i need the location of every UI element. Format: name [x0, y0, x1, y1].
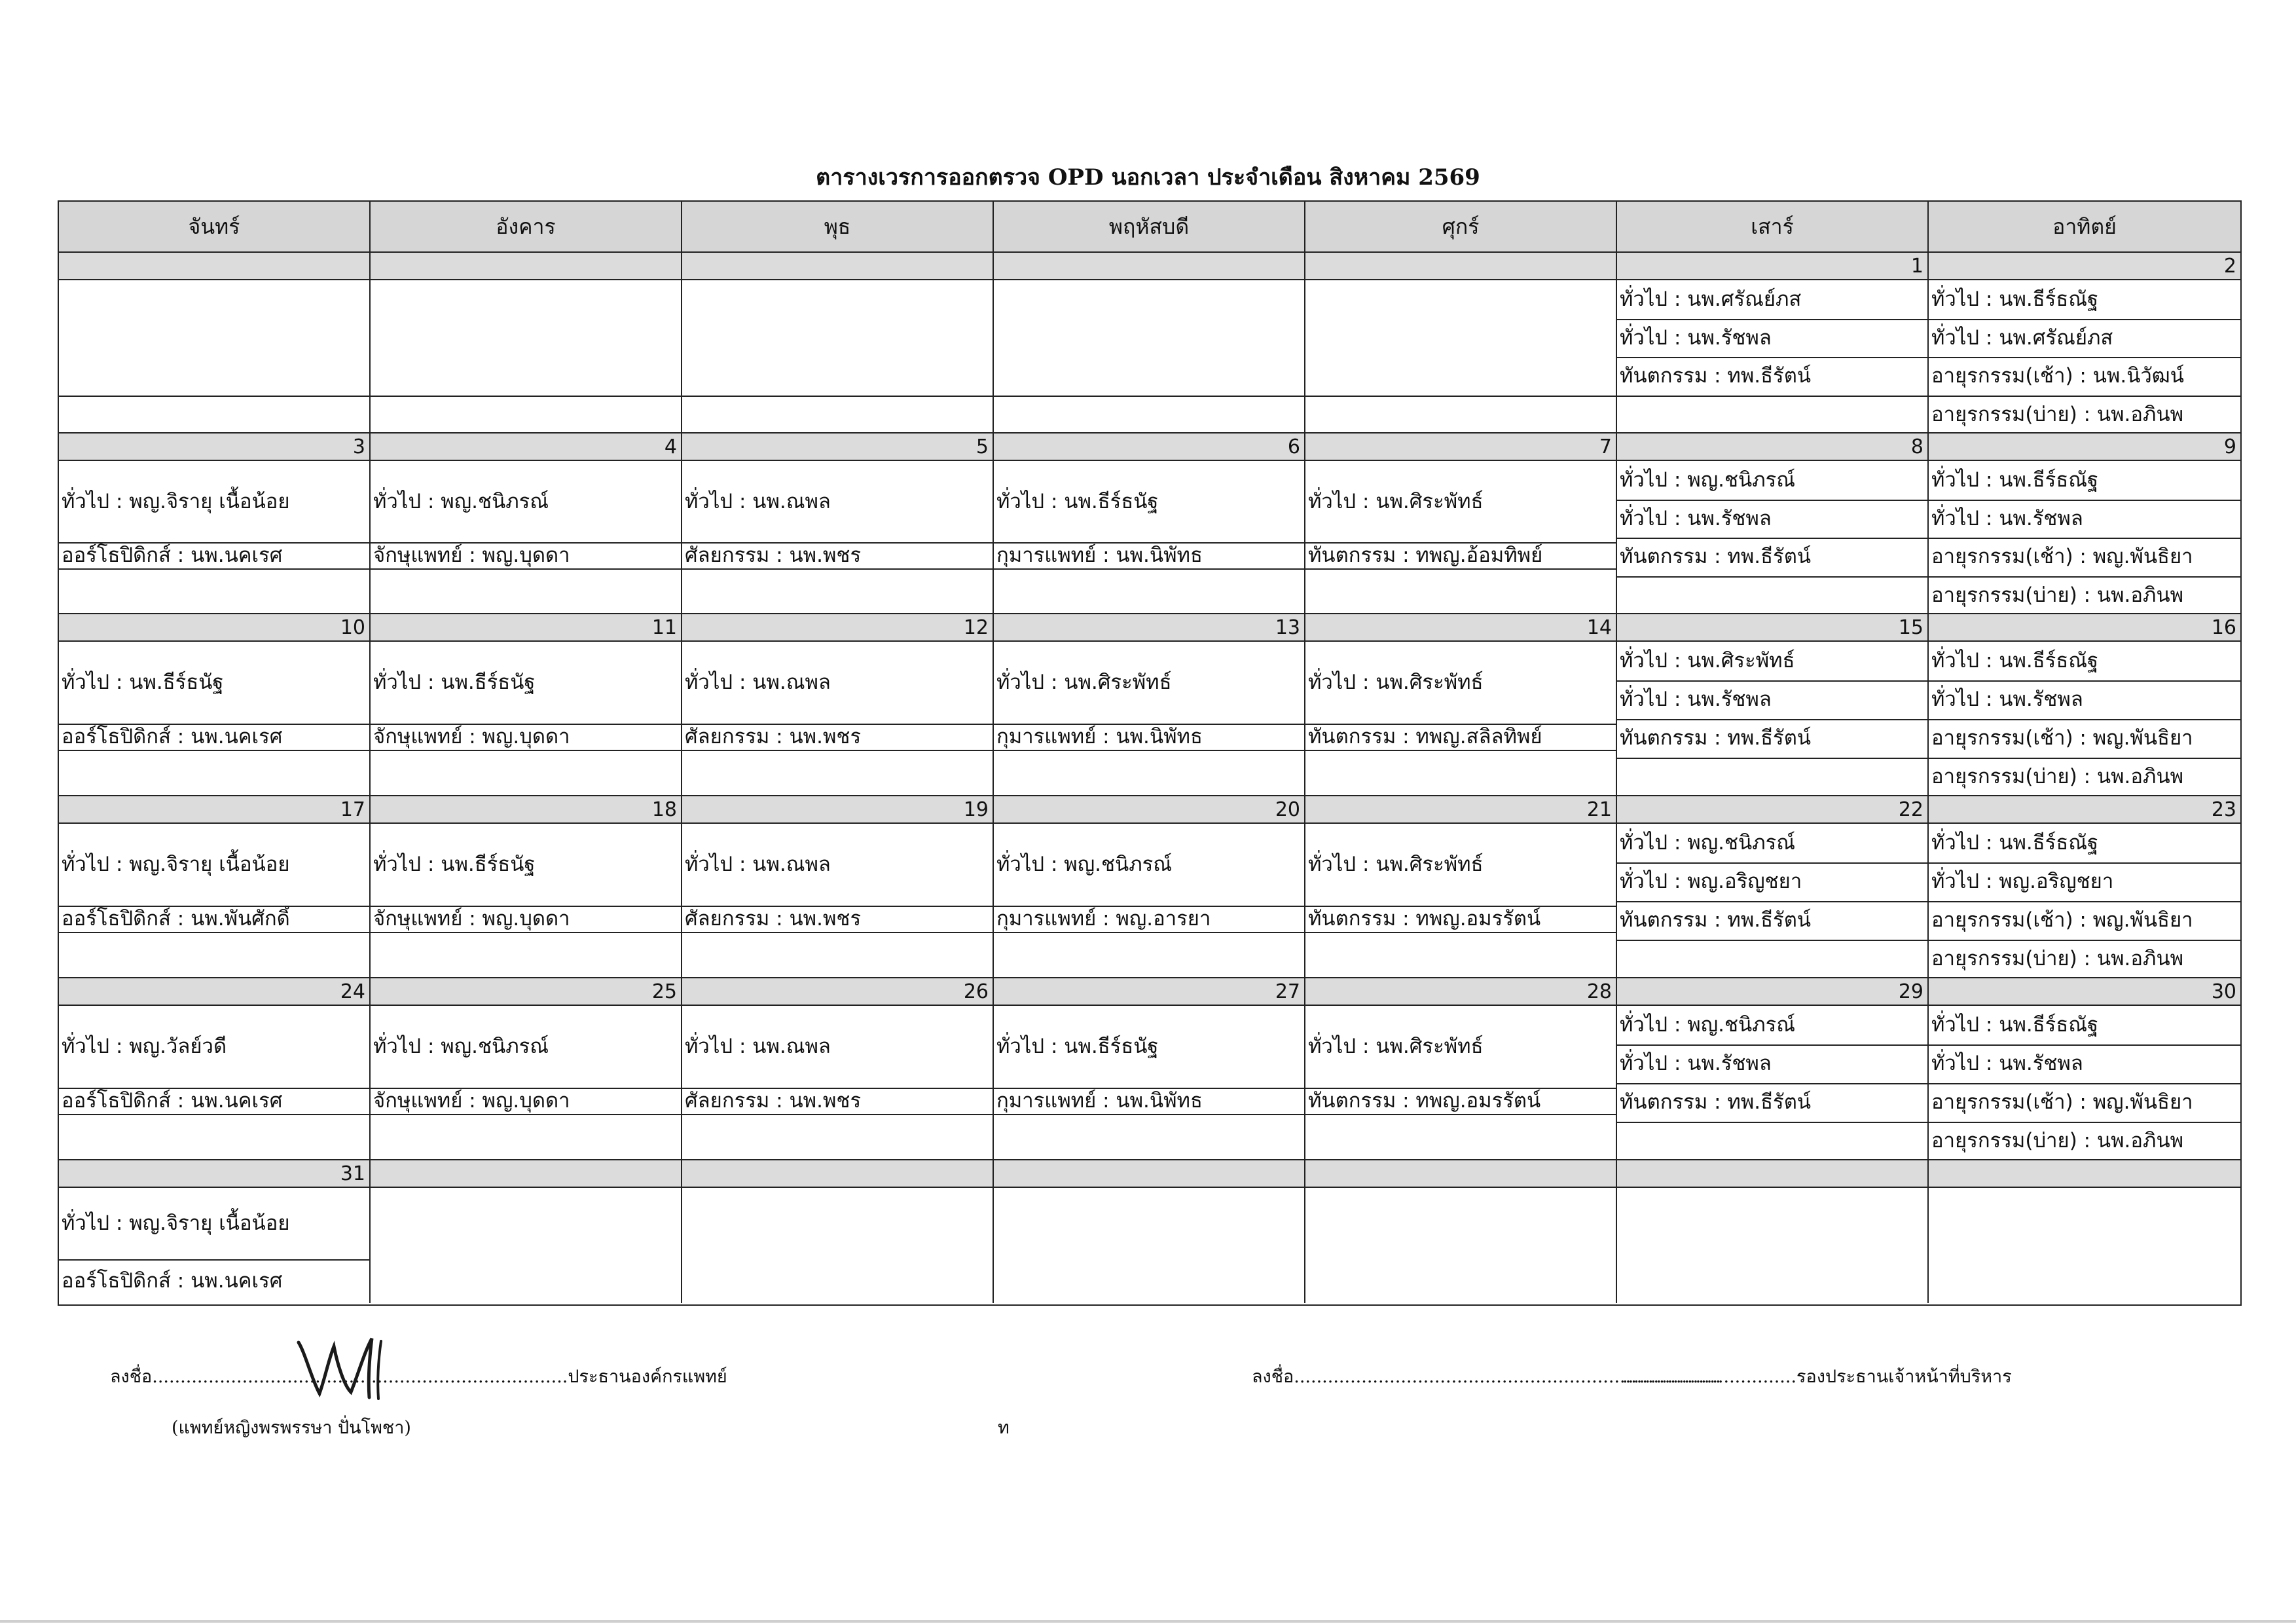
- shift-entry: อายุรกรรม(บ่าย) : นพ.อภินพ: [1931, 1129, 2184, 1153]
- cell-divider: [1929, 862, 2240, 864]
- shift-entry: ศัลยกรรม : นพ.พชร: [685, 1089, 862, 1113]
- page-title: ตารางเวรการออกตรวจ OPD นอกเวลา ประจำเดือน สิงหาคม 2569: [816, 164, 1480, 191]
- date-band: 24: [59, 978, 371, 1006]
- shift-entry: ทั่วไป : พญ.ชนิภรณ์: [1620, 831, 1796, 855]
- shift-entry: ทั่วไป : นพ.ศิระพัทธ์: [1620, 649, 1795, 673]
- shift-entry: ศัลยกรรม : นพ.พชร: [685, 907, 862, 931]
- shift-entry: ทั่วไป : นพ.รัชพล: [1620, 506, 1772, 530]
- shift-entry: อายุรกรรม(บ่าย) : นพ.อภินพ: [1931, 583, 2184, 607]
- shift-entry: อายุรกรรม(เช้า) : พญ.พันธิยา: [1931, 545, 2193, 568]
- day-cell: [1929, 461, 2240, 614]
- cell-divider: [1929, 538, 2240, 539]
- shift-entry: ทั่วไป : นพ.ณพล: [685, 490, 831, 513]
- cell-divider: [1305, 750, 1616, 751]
- day-cell: [59, 1006, 371, 1160]
- cell-divider: [371, 396, 681, 397]
- cell-divider: [59, 750, 369, 751]
- date-band: [994, 1160, 1305, 1188]
- cell-divider: [371, 932, 681, 933]
- cell-divider: [1617, 1044, 1927, 1046]
- day-cell: [682, 1006, 994, 1160]
- day-cell: [994, 280, 1305, 434]
- shift-entry: [1617, 396, 1927, 434]
- date-band: 21: [1305, 796, 1617, 824]
- right-signature-line: ลงชื่อ............................................................................: [1252, 1367, 1721, 1387]
- cell-divider: [1617, 1122, 1927, 1123]
- shift-entry: กุมารแพทย์ : นพ.นิพัทธ: [996, 725, 1203, 748]
- shift-entry: ทั่วไป : พญ.ชนิภรณ์: [996, 853, 1173, 876]
- date-band: [994, 253, 1305, 280]
- day-cell: [1617, 461, 1929, 614]
- cell-divider: [1305, 396, 1616, 397]
- shift-entry: ทั่วไป : พญ.จิรายุ เนื้อน้อย: [62, 853, 290, 876]
- shift-entry: ทั่วไป : นพ.ศิระพัทธ์: [1308, 1035, 1484, 1058]
- shift-entry: ทั่วไป : นพ.ณพล: [685, 671, 831, 694]
- shift-entry: ทั่วไป : นพ.ธีร์ธนัฐ: [996, 1035, 1159, 1058]
- cell-divider: [1617, 500, 1927, 501]
- shift-entry: ทั่วไป : พญ.ชนิภรณ์: [1620, 468, 1796, 492]
- day-cell: [994, 461, 1305, 614]
- date-band: 26: [682, 978, 994, 1006]
- day-header: อาทิตย์: [1929, 202, 2240, 253]
- date-band: 11: [371, 614, 682, 642]
- shift-entry: ทั่วไป : นพ.ธีร์ธนัฐ: [62, 671, 224, 694]
- shift-entry: ทั่วไป : นพ.ธีร์ธนัฐ: [373, 671, 536, 694]
- date-band: 28: [1305, 978, 1617, 1006]
- day-cell: [1617, 280, 1929, 434]
- day-cell: [994, 642, 1305, 796]
- shift-entry: ทันตกรรม : ทพญ.สลิลทิพย์: [1308, 725, 1542, 748]
- shift-entry: ออร์โธปิดิกส์ : นพ.นคเรศ: [62, 544, 283, 567]
- shift-entry: อายุรกรรม(เช้า) : พญ.พันธิยา: [1931, 908, 2193, 932]
- day-cell: [1617, 1188, 1929, 1303]
- day-header: เสาร์: [1617, 202, 1929, 253]
- shift-entry: อายุรกรรม(บ่าย) : นพ.อภินพ: [1931, 402, 2184, 426]
- shift-entry: ทั่วไป : นพ.ธีร์ธณัฐ: [1931, 287, 2099, 311]
- shift-entry: ศัลยกรรม : นพ.พชร: [685, 725, 862, 748]
- scan-edge: [0, 1620, 2296, 1623]
- cell-divider: [1929, 319, 2240, 320]
- shift-entry: ทั่วไป : นพ.รัชพล: [1620, 688, 1772, 711]
- shift-entry: อายุรกรรม(เช้า) : พญ.พันธิยา: [1931, 726, 2193, 750]
- date-band: 9: [1929, 434, 2240, 461]
- shift-entry: ทั่วไป : พญ.ชนิภรณ์: [373, 490, 549, 513]
- day-cell: [682, 1188, 994, 1303]
- day-cell: [371, 280, 682, 434]
- day-cell: [1305, 824, 1617, 978]
- shift-entry: ทั่วไป : นพ.รัชพล: [1931, 688, 2083, 711]
- date-band: 30: [1929, 978, 2240, 1006]
- cell-divider: [1929, 940, 2240, 941]
- shift-entry: ทั่วไป : นพ.ธีร์ธณัฐ: [1931, 649, 2099, 673]
- date-band: 10: [59, 614, 371, 642]
- right-signer-role: ...............................รองประธานเจ้าหน้าที่บริหาร: [1622, 1367, 2012, 1387]
- shift-entry: [1617, 1122, 1927, 1160]
- cell-divider: [682, 932, 993, 933]
- cell-divider: [1929, 719, 2240, 720]
- day-header: พุธ: [682, 202, 994, 253]
- cell-divider: [371, 750, 681, 751]
- date-band: 27: [994, 978, 1305, 1006]
- shift-entry: ทั่วไป : นพ.รัชพล: [1931, 506, 2083, 530]
- cell-divider: [994, 1114, 1304, 1115]
- date-band: 3: [59, 434, 371, 461]
- date-band: 25: [371, 978, 682, 1006]
- shift-entry: ทั่วไป : นพ.ศิระพัทธ์: [996, 671, 1172, 694]
- day-cell: [59, 461, 371, 614]
- date-band: 14: [1305, 614, 1617, 642]
- shift-entry: ทั่วไป : พญ.ชนิภรณ์: [1620, 1013, 1796, 1037]
- date-band: 6: [994, 434, 1305, 461]
- cell-divider: [1929, 357, 2240, 358]
- day-cell: [682, 280, 994, 434]
- date-band: 2: [1929, 253, 2240, 280]
- shift-entry: [1617, 576, 1927, 615]
- day-header: ศุกร์: [1305, 202, 1617, 253]
- shift-entry: ทั่วไป : นพ.ธีร์ธนัฐ: [996, 490, 1159, 513]
- date-band: [682, 1160, 994, 1188]
- date-band: [1305, 1160, 1617, 1188]
- shift-entry: ทั่วไป : นพ.ศรัณย์ภส: [1620, 287, 1802, 311]
- shift-entry: กุมารแพทย์ : นพ.นิพัทธ: [996, 544, 1203, 567]
- shift-entry: ออร์โธปิดิกส์ : นพ.นคเรศ: [62, 1089, 283, 1113]
- date-band: 23: [1929, 796, 2240, 824]
- cell-divider: [994, 750, 1304, 751]
- date-band: 13: [994, 614, 1305, 642]
- shift-entry: ทันตกรรม : ทพญ.อ้อมทิพย์: [1308, 544, 1543, 567]
- shift-entry: [1617, 940, 1927, 978]
- shift-entry: อายุรกรรม(เช้า) : พญ.พันธิยา: [1931, 1090, 2193, 1114]
- cell-divider: [682, 750, 993, 751]
- day-cell: [1929, 642, 2240, 796]
- date-band: 15: [1617, 614, 1929, 642]
- cell-divider: [1617, 940, 1927, 941]
- cell-divider: [371, 568, 681, 570]
- date-band: 5: [682, 434, 994, 461]
- shift-entry: ทั่วไป : นพ.รัชพล: [1620, 325, 1772, 350]
- date-band: [682, 253, 994, 280]
- shift-entry: ทั่วไป : นพ.ศิระพัทธ์: [1308, 853, 1484, 876]
- cell-divider: [1929, 1044, 2240, 1046]
- shift-entry: จักษุแพทย์ : พญ.บุดดา: [373, 544, 570, 567]
- cell-divider: [1617, 680, 1927, 682]
- shift-entry: ทันตกรรม : ทพญ.อมรรัตน์: [1308, 907, 1541, 931]
- date-band: 29: [1617, 978, 1929, 1006]
- cell-divider: [1617, 396, 1927, 397]
- day-cell: [59, 642, 371, 796]
- cell-divider: [1617, 319, 1927, 320]
- shift-entry: ทั่วไป : พญ.จิรายุ เนื้อน้อย: [62, 1211, 290, 1235]
- shift-entry: อายุรกรรม(บ่าย) : นพ.อภินพ: [1931, 765, 2184, 788]
- cell-divider: [994, 396, 1304, 397]
- cell-divider: [1305, 1114, 1616, 1115]
- shift-entry: ทั่วไป : พญ.วัลย์วดี: [62, 1035, 227, 1058]
- day-cell: [1617, 1006, 1929, 1160]
- day-header: อังคาร: [371, 202, 682, 253]
- date-band: [1305, 253, 1617, 280]
- date-band: [371, 253, 682, 280]
- day-cell: [1929, 824, 2240, 978]
- cell-divider: [59, 1114, 369, 1115]
- cell-divider: [1929, 1122, 2240, 1123]
- shift-entry: ออร์โธปิดิกส์ : นพ.นคเรศ: [62, 1269, 283, 1293]
- date-band: 4: [371, 434, 682, 461]
- date-band: 8: [1617, 434, 1929, 461]
- shift-entry: กุมารแพทย์ : พญ.อารยา: [996, 907, 1211, 931]
- day-cell: [994, 1006, 1305, 1160]
- left-signer-name: (แพทย์หญิงพรพรรษา ปั่นโพชา): [172, 1418, 411, 1438]
- cell-divider: [1617, 576, 1927, 578]
- cell-divider: [1305, 932, 1616, 933]
- day-header: จันทร์: [59, 202, 371, 253]
- shift-entry: ทันตกรรม : ทพ.ธีรัตน์: [1620, 726, 1812, 750]
- cell-divider: [1617, 719, 1927, 720]
- shift-entry: ทั่วไป : นพ.ธีร์ธณัฐ: [1931, 831, 2099, 855]
- cell-divider: [1929, 1083, 2240, 1084]
- cell-divider: [59, 932, 369, 933]
- cell-divider: [1617, 357, 1927, 358]
- date-band: 16: [1929, 614, 2240, 642]
- shift-entry: ทันตกรรม : ทพ.ธีรัตน์: [1620, 1090, 1812, 1114]
- date-band: 22: [1617, 796, 1929, 824]
- shift-entry: กุมารแพทย์ : นพ.นิพัทธ: [996, 1089, 1203, 1113]
- cell-divider: [1617, 538, 1927, 539]
- day-cell: [1305, 461, 1617, 614]
- cell-divider: [1929, 500, 2240, 501]
- shift-entry: ทันตกรรม : ทพ.ธีรัตน์: [1620, 545, 1812, 568]
- day-cell: [682, 461, 994, 614]
- shift-entry: ทันตกรรม : ทพ.ธีรัตน์: [1620, 364, 1812, 388]
- shift-entry: [1617, 758, 1927, 796]
- cell-divider: [1929, 758, 2240, 759]
- day-cell: [1305, 280, 1617, 434]
- day-cell: [59, 280, 371, 434]
- date-band: 17: [59, 796, 371, 824]
- shift-entry: จักษุแพทย์ : พญ.บุดดา: [373, 907, 570, 931]
- date-band: [1617, 1160, 1929, 1188]
- stray-mark: ท: [998, 1418, 1010, 1438]
- date-band: 1: [1617, 253, 1929, 280]
- cell-divider: [1617, 901, 1927, 902]
- shift-entry: ทั่วไป : นพ.ณพล: [685, 853, 831, 876]
- cell-divider: [994, 568, 1304, 570]
- shift-entry: จักษุแพทย์ : พญ.บุดดา: [373, 725, 570, 748]
- day-cell: [59, 824, 371, 978]
- day-cell: [1929, 1188, 2240, 1303]
- day-cell: [682, 642, 994, 796]
- shift-entry: จักษุแพทย์ : พญ.บุดดา: [373, 1089, 570, 1113]
- day-cell: [994, 1188, 1305, 1303]
- shift-entry: ทั่วไป : นพ.ศิระพัทธ์: [1308, 490, 1484, 513]
- cell-divider: [59, 568, 369, 570]
- shift-entry: ทั่วไป : พญ.อริญชยา: [1620, 870, 1802, 893]
- cell-divider: [1929, 396, 2240, 397]
- day-cell: [1929, 1006, 2240, 1160]
- cell-divider: [682, 568, 993, 570]
- cell-divider: [1617, 862, 1927, 864]
- day-cell: [682, 824, 994, 978]
- shift-entry: อายุรกรรม(บ่าย) : นพ.อภินพ: [1931, 947, 2184, 970]
- shift-entry: ศัลยกรรม : นพ.พชร: [685, 544, 862, 567]
- cell-divider: [1617, 758, 1927, 759]
- schedule-calendar: [58, 200, 2242, 1306]
- cell-divider: [59, 396, 369, 397]
- shift-entry: ออร์โธปิดิกส์ : นพ.พันศักดิ์: [62, 907, 290, 931]
- shift-entry: ทั่วไป : นพ.ธีร์ธณัฐ: [1931, 1013, 2099, 1037]
- date-band: [59, 253, 371, 280]
- cell-divider: [994, 932, 1304, 933]
- shift-entry: อายุรกรรม(เช้า) : นพ.นิวัฒน์: [1931, 364, 2185, 388]
- shift-entry: ทั่วไป : พญ.ชนิภรณ์: [373, 1035, 549, 1058]
- day-cell: [1617, 824, 1929, 978]
- cell-divider: [1929, 680, 2240, 682]
- date-band: 31: [59, 1160, 371, 1188]
- day-cell: [1305, 1006, 1617, 1160]
- day-cell: [371, 1188, 682, 1303]
- day-cell: [994, 824, 1305, 978]
- date-band: [1929, 1160, 2240, 1188]
- cell-divider: [682, 1114, 993, 1115]
- day-cell: [371, 1006, 682, 1160]
- shift-entry: ทันตกรรม : ทพญ.อมรรัตน์: [1308, 1089, 1541, 1113]
- shift-entry: ทั่วไป : นพ.ธีร์ธนัฐ: [373, 853, 536, 876]
- date-band: 18: [371, 796, 682, 824]
- cell-divider: [1305, 568, 1616, 570]
- cell-divider: [1929, 576, 2240, 578]
- left-signature-line: ลงชื่อ..........................................................................ประธานองค์กรแพทย์: [110, 1367, 727, 1387]
- date-band: 20: [994, 796, 1305, 824]
- date-band: 7: [1305, 434, 1617, 461]
- shift-entry: ออร์โธปิดิกส์ : นพ.นคเรศ: [62, 725, 283, 748]
- cell-divider: [682, 396, 993, 397]
- handwritten-signature: [285, 1333, 403, 1403]
- day-cell: [1305, 1188, 1617, 1303]
- date-band: 12: [682, 614, 994, 642]
- day-cell: [59, 1188, 371, 1303]
- shift-entry: ทั่วไป : พญ.จิรายุ เนื้อน้อย: [62, 490, 290, 513]
- shift-entry: ทั่วไป : พญ.อริญชยา: [1931, 870, 2114, 893]
- day-cell: [1929, 280, 2240, 434]
- shift-entry: ทั่วไป : นพ.ศิระพัทธ์: [1308, 671, 1484, 694]
- day-cell: [371, 461, 682, 614]
- cell-divider: [371, 1114, 681, 1115]
- shift-entry: ทันตกรรม : ทพ.ธีรัตน์: [1620, 908, 1812, 932]
- shift-entry: ทั่วไป : นพ.ณพล: [685, 1035, 831, 1058]
- day-cell: [371, 642, 682, 796]
- shift-entry: ทั่วไป : นพ.รัชพล: [1931, 1052, 2083, 1075]
- day-header: พฤหัสบดี: [994, 202, 1305, 253]
- shift-entry: ทั่วไป : นพ.ธีร์ธณัฐ: [1931, 468, 2099, 492]
- cell-divider: [1929, 901, 2240, 902]
- shift-entry: ทั่วไป : นพ.ศรัณย์ภส: [1931, 325, 2113, 350]
- date-band: [371, 1160, 682, 1188]
- cell-divider: [1617, 1083, 1927, 1084]
- date-band: 19: [682, 796, 994, 824]
- day-cell: [1617, 642, 1929, 796]
- day-cell: [1305, 642, 1617, 796]
- day-cell: [371, 824, 682, 978]
- shift-entry: ทั่วไป : นพ.รัชพล: [1620, 1052, 1772, 1075]
